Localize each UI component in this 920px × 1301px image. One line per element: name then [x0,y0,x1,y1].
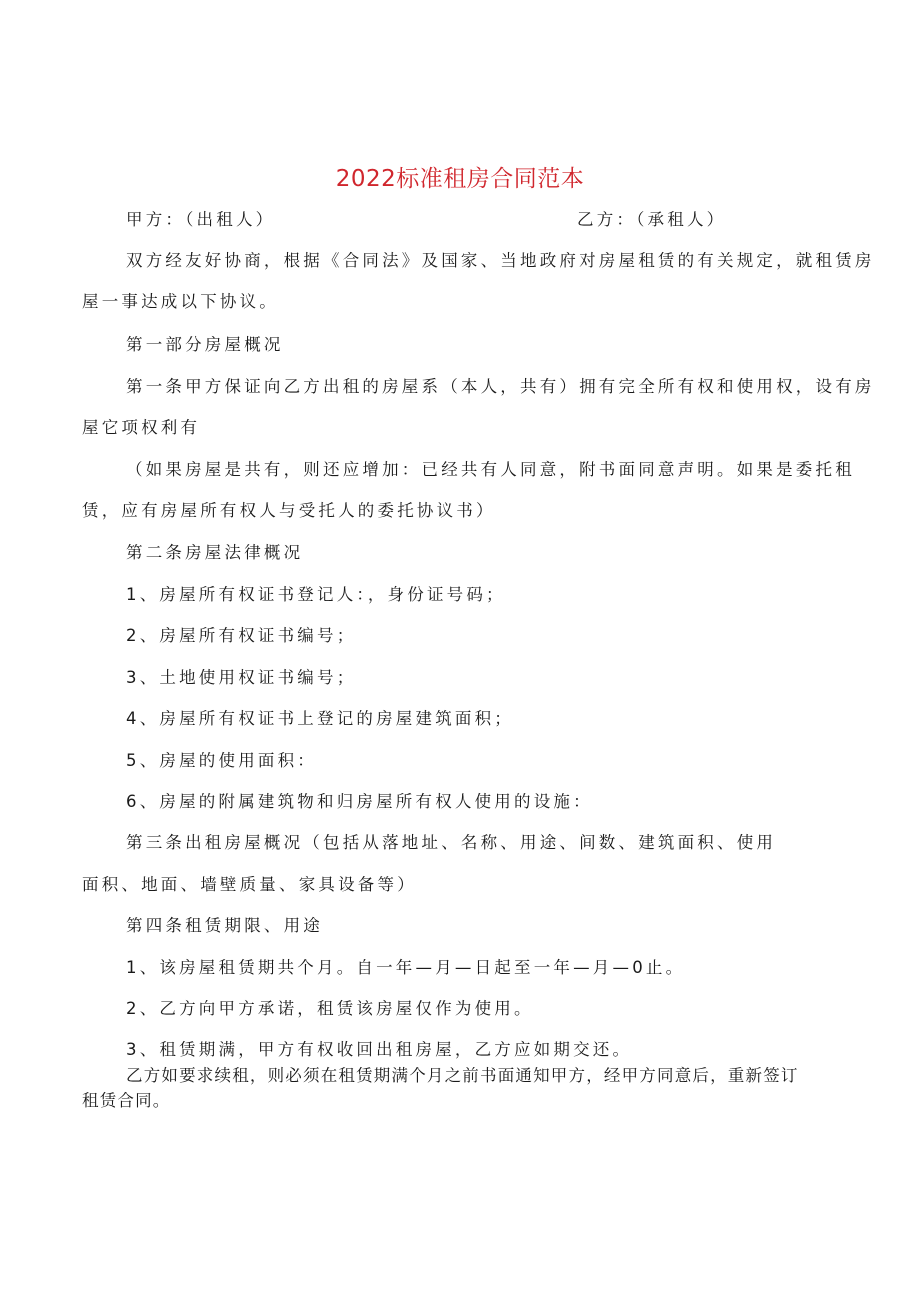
list-item: 5、房屋的使用面积： [126,751,317,770]
party-a-label: 甲方：（出租人） [126,210,276,229]
intro-paragraph-line-2: 屋一事达成以下协议。 [82,292,279,311]
renewal-line-2: 租赁合同。 [82,1091,171,1110]
list-item: 1、房屋所有权证书登记人：，身份证号码； [126,585,506,604]
list-item: 6、房屋的附属建筑物和归房屋所有权人使用的设施： [126,792,593,811]
list-item: 2、房屋所有权证书编号； [126,626,357,645]
list-item: 3、租赁期满，甲方有权收回出租房屋，乙方应如期交还。 [126,1040,633,1059]
article3-line-1: 第三条出租房屋概况（包括从落地址、名称、用途、间数、建筑面积、使用 [126,833,777,852]
article4-heading: 第四条租赁期限、用途 [126,916,323,935]
list-item: 2、乙方向甲方承诺，租赁该房屋仅作为使用。 [126,999,534,1018]
article1-line-2: 屋它项权利有 [82,418,201,437]
article1-note-line-1: （如果房屋是共有，则还应增加：已经共有人同意，附书面同意声明。如果是委托租 [126,460,855,479]
article2-heading: 第二条房屋法律概况 [126,543,304,562]
part1-heading: 第一部分房屋概况 [126,335,284,354]
intro-paragraph-line-1: 双方经友好协商，根据《合同法》及国家、当地政府对房屋租赁的有关规定，就租赁房 [126,251,875,270]
article3-line-2: 面积、地面、墙壁质量、家具设备等） [82,875,417,894]
list-item: 4、房屋所有权证书上登记的房屋建筑面积； [126,709,514,728]
article1-note-line-2: 赁，应有房屋所有权人与受托人的委托协议书） [82,501,496,520]
document-title: 2022标准租房合同范本 [335,166,585,192]
article1-line-1: 第一条甲方保证向乙方出租的房屋系（本人，共有）拥有完全所有权和使用权，设有房 [126,377,875,396]
list-item: 3、土地使用权证书编号； [126,668,357,687]
renewal-line-1: 乙方如要求续租，则必须在租赁期满个月之前书面通知甲方，经甲方同意后，重新签订 [126,1066,799,1085]
party-b-label: 乙方：（承租人） [577,210,727,229]
list-item: 1、该房屋租赁期共个月。自一年—月—日起至一年—月—0止。 [126,958,686,977]
